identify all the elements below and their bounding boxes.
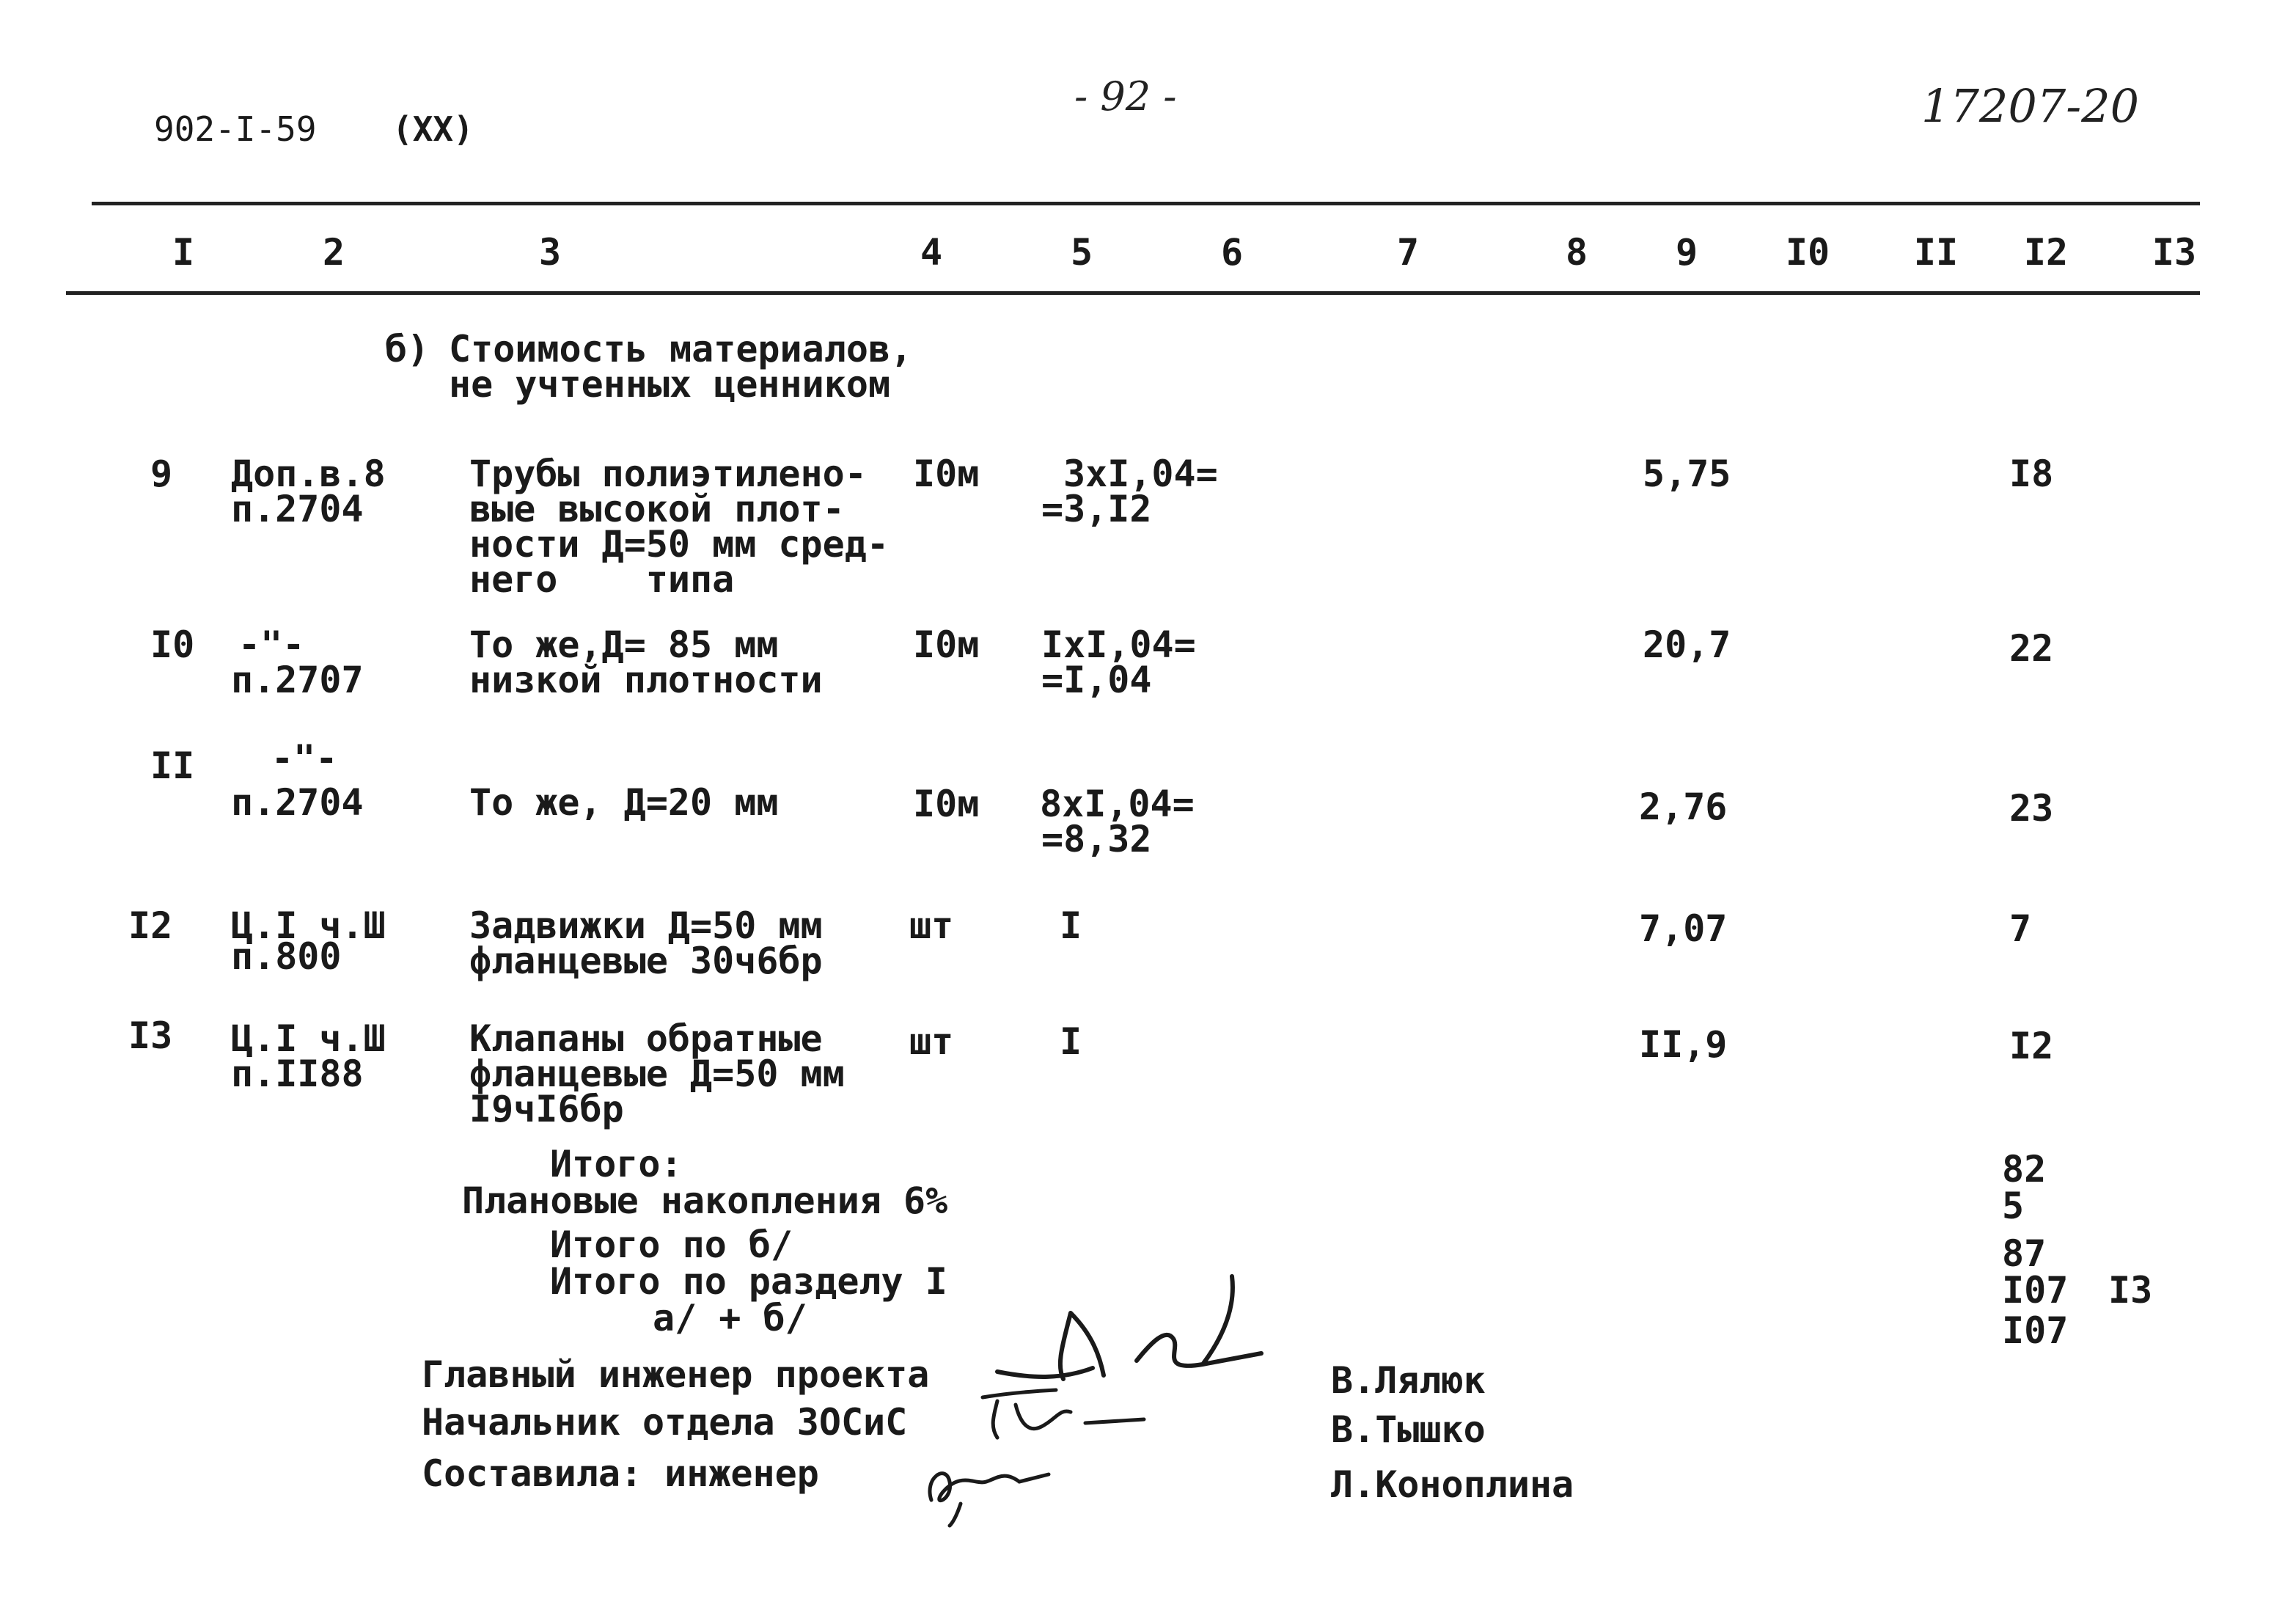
header-top-rule	[92, 202, 2200, 205]
row-name-line2: фланцевые 30ч6бр	[469, 940, 823, 982]
row-price: 5,75	[1643, 453, 1731, 495]
row-total: 23	[2009, 787, 2054, 830]
row-total: I8	[2009, 453, 2054, 495]
signature-name-department-head: В.Тышко	[1331, 1408, 1486, 1451]
row-total: I2	[2009, 1025, 2054, 1067]
column-number-8: 8	[1565, 231, 1588, 274]
row-code-line2: п.II88	[231, 1053, 364, 1095]
row-code-line1: Доп.в.8	[231, 453, 386, 495]
column-number-5: 5	[1070, 231, 1093, 274]
row-name-line2: вые высокой плот-	[469, 488, 845, 530]
page-number: - 92 -	[1074, 73, 1177, 120]
row-name-line1: То же, Д=20 мм	[469, 781, 779, 824]
row-qty-line2: =I,04	[1041, 659, 1152, 701]
column-number-12: I2	[2023, 231, 2069, 274]
column-number-10: I0	[1785, 231, 1830, 274]
column-number-11: II	[1913, 231, 1959, 274]
summary-planned-value: 5	[2002, 1185, 2025, 1227]
row-number: II	[150, 745, 195, 787]
summary-itogo-value: 82	[2002, 1148, 2047, 1190]
column-number-2: 2	[322, 231, 345, 274]
row-qty-line1: I	[1060, 1020, 1082, 1063]
row-code-line2: п.2704	[231, 488, 364, 530]
section-title-line1: Стоимость материалов,	[449, 328, 913, 370]
row-price: 20,7	[1643, 623, 1731, 666]
row-name-line2: фланцевые Д=50 мм	[469, 1053, 845, 1095]
column-number-7: 7	[1396, 231, 1420, 274]
column-number-9: 9	[1675, 231, 1698, 274]
row-number: I0	[150, 623, 195, 666]
row-code-line1: -"-	[271, 737, 338, 780]
row-name-line1: То же,Д= 85 мм	[469, 623, 779, 666]
summary-itogo-section-value: I07	[2002, 1269, 2069, 1312]
doc-roman: (XX)	[392, 109, 474, 149]
summary-itogo-b: Итого по б/	[550, 1224, 793, 1266]
row-total: 7	[2009, 907, 2032, 950]
row-name-line2: низкой плотности	[469, 659, 823, 701]
row-price: 7,07	[1639, 907, 1728, 950]
doc-code: 902-I-59	[154, 109, 317, 149]
row-name-line4: него типа	[469, 558, 735, 601]
row-qty-line1: I	[1060, 904, 1082, 947]
signature-name-compiler: Л.Коноплина	[1331, 1463, 1574, 1506]
summary-itogo: Итого:	[550, 1143, 683, 1185]
handwritten-signature-chief	[983, 1269, 1276, 1394]
signature-role-chief-engineer: Главный инженер проекта	[422, 1353, 930, 1396]
row-code-line1: Ц.I ч.Ш	[231, 1017, 386, 1060]
row-number: 9	[150, 453, 173, 495]
sheet-id: 17207-20	[1921, 79, 2140, 133]
row-name-line3: I9чI6бр	[469, 1088, 624, 1130]
signature-role-department-head: Начальник отдела ЗОСиС	[422, 1401, 908, 1444]
signature-name-chief-engineer: В.Лялюк	[1331, 1359, 1486, 1402]
row-code-line1: -"-	[238, 623, 305, 666]
row-code-line1: Ц.I ч.Ш	[231, 904, 386, 947]
row-name-line1: Трубы полиэтилено-	[469, 453, 867, 495]
row-price: II,9	[1639, 1023, 1728, 1066]
row-code-line2: п.800	[231, 935, 342, 978]
row-unit: I0м	[913, 783, 980, 825]
header-bottom-rule	[66, 291, 2200, 295]
row-total: 22	[2009, 627, 2054, 670]
summary-itogo-section-extra: I3	[2108, 1269, 2153, 1312]
row-unit: шт	[909, 1020, 954, 1063]
row-code-line2: п.2704	[231, 781, 364, 824]
summary-itogo-section: Итого по разделу I	[550, 1260, 947, 1303]
summary-itogo-b-value: 87	[2002, 1232, 2047, 1275]
signature-role-compiler: Составила: инженер	[422, 1452, 819, 1495]
row-code-line2: п.2707	[231, 659, 364, 701]
row-qty-line2: =8,32	[1041, 818, 1152, 860]
row-qty-line2: =3,I2	[1041, 488, 1152, 530]
column-number-13: I3	[2152, 231, 2197, 274]
column-number-4: 4	[920, 231, 943, 274]
column-number-1: I	[172, 231, 195, 274]
row-number: I2	[128, 904, 173, 947]
column-number-3: 3	[538, 231, 562, 274]
row-number: I3	[128, 1014, 173, 1057]
row-qty-line1: 8хI,04=	[1040, 783, 1195, 825]
row-price: 2,76	[1639, 786, 1728, 828]
summary-a-plus-b: а/ + б/	[653, 1297, 807, 1339]
summary-planned: Плановые накопления 6%	[462, 1179, 948, 1222]
row-name-line1: Клапаны обратные	[469, 1017, 823, 1060]
row-name-line1: Задвижки Д=50 мм	[469, 904, 823, 947]
row-unit: шт	[909, 904, 954, 947]
summary-a-plus-b-value: I07	[2002, 1309, 2069, 1352]
handwritten-signature-compiler	[917, 1449, 1063, 1529]
section-marker: б)	[385, 328, 430, 370]
section-title-line2: не учтенных ценником	[449, 363, 891, 406]
row-qty-line1: 3хI,04=	[1063, 453, 1218, 495]
row-qty-line1: IхI,04=	[1041, 623, 1196, 666]
handwritten-signature-department-head	[975, 1383, 1166, 1449]
row-unit: I0м	[913, 453, 980, 495]
column-number-6: 6	[1220, 231, 1244, 274]
row-name-line3: ности Д=50 мм сред-	[469, 523, 889, 566]
row-unit: I0м	[913, 623, 980, 666]
